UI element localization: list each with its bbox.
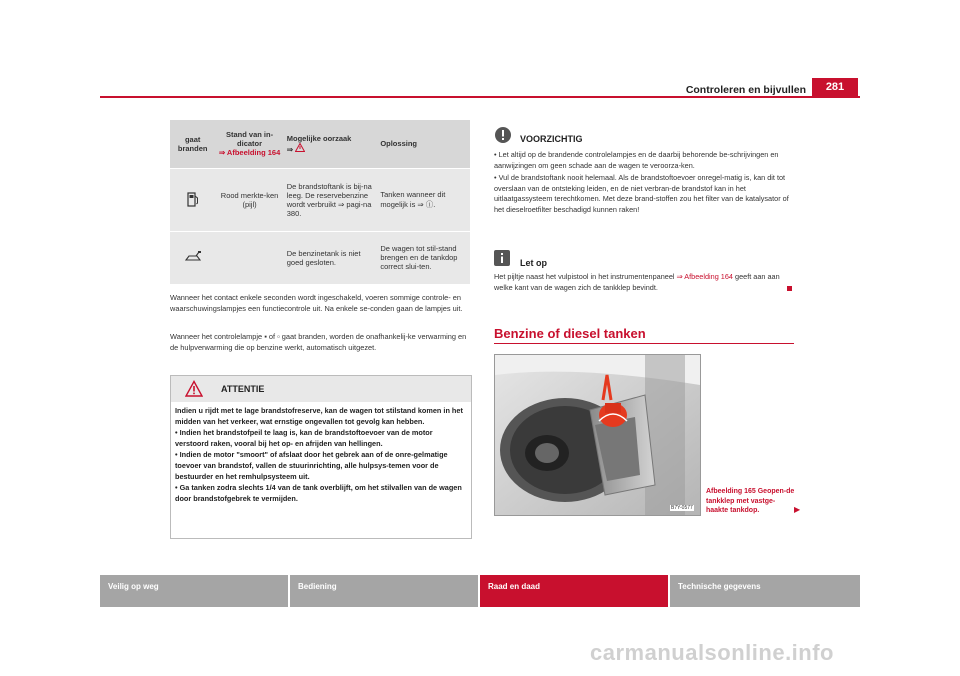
table-cell-icon (170, 231, 215, 284)
table-cell-solution: De wagen tot stil-stand brengen en de tankdop correct slui-ten. (377, 231, 470, 284)
fuel-pump-icon (187, 191, 199, 207)
section-title: Benzine of diesel tanken (494, 326, 646, 341)
fuel-cap-icon (184, 251, 202, 263)
note-body (494, 272, 794, 293)
page-header-title: Controleren en bijvullen (685, 84, 806, 96)
figure-code: B7Y-0577 (671, 505, 693, 511)
table-header-row (170, 120, 470, 168)
header-label: Stand van in-dicator (226, 130, 274, 149)
paragraph-function-check: Wanneer het contact enkele seconden wordt ingeschakeld, voeren sommige controle- en waarschuwingslampjes een functiecontrole uit. Na enkele se-conden gaan de lampjes uit. (170, 293, 463, 313)
footer-tab-veilig-op-weg[interactable]: Veilig op weg (100, 575, 288, 607)
attention-item: • Indien de motor "smoort" of afslaat door het gebrek aan of de onre-gelmatige toevoer van brandstof, vallen de stuurinrichting, alle hulpsys-temen voor de bestuurder en het remhulpsysteem uit. (175, 450, 448, 481)
caution-body (494, 150, 796, 218)
header-cell-solution (377, 120, 470, 168)
caution-item: • Vul de brandstoftank nooit helemaal. Als de brandstoftoevoer onregel-matig is, kan dit tot overslaan van de ontsteking leiden, en de niet verbran-de brandstof kan in het uitlaatgassysteem terechtkomen. Met deze brand-stoffen zou het filter van de katalysator of het dieselroetfilter beschadigd kunnen raken! (494, 173, 789, 214)
note-title: Let op (520, 258, 547, 268)
attention-body (175, 406, 467, 505)
table-cell-cause: De benzinetank is niet goed gesloten. (284, 231, 378, 284)
table-cell-solution: Tanken wanneer dit mogelijk is ⇒ ⓘ. (377, 168, 470, 231)
header-cell-gaat-branden (170, 120, 215, 168)
caution-icon (494, 126, 512, 144)
header-rule (100, 96, 860, 98)
table-cell-indicator: Rood merkte-ken (pijl) (215, 168, 283, 231)
table-cell-cause: De brandstoftank is bij-na leeg. De reservebenzine wordt verbruikt ⇒ pagi-na 380. (284, 168, 378, 231)
note-icon (494, 250, 510, 266)
attention-item: Indien u rijdt met te lage brandstofreserve, kan de wagen tot stilstand komen in het midden van het verkeer, wat ernstige ongevallen tot gevolg kan hebben. (175, 406, 463, 426)
note-text: Het pijltje naast het vulpistool in het instrumentenpaneel (494, 272, 675, 281)
footer-tab-technische-gegevens[interactable]: Technische gegevens (670, 575, 860, 607)
warning-triangle-icon (185, 380, 203, 398)
section-rule (494, 343, 794, 344)
paragraph-heater-shutoff: Wanneer het controlelampje ▪ of ▫ gaat branden, worden de onafhankelij-ke verwarming en de hulpverwarming die op benzine werkt, automatisch uitgezet. (170, 332, 467, 352)
footer-tab-bediening[interactable]: Bediening (290, 575, 478, 607)
continue-arrow-icon: ▶ (794, 505, 801, 514)
figure-reference-link[interactable]: ⇒ Afbeelding 164 (676, 272, 733, 281)
table-row (170, 168, 470, 231)
table-cell-icon (170, 168, 215, 231)
warning-triangle-icon (295, 143, 305, 152)
table-cell-indicator (215, 231, 283, 284)
note-text: geeft aan aan welke kant van de wagen zich de tankklep bevindt. (494, 272, 780, 292)
header-cell-cause (284, 120, 378, 168)
attention-item: • Ga tanken zodra slechts 1/4 van de tank overblijft, om het stilvallen van de wagen door brandstofgebrek te vermijden. (175, 483, 462, 503)
figure-reference-link[interactable]: ⇒ Afbeelding 164 (218, 148, 281, 158)
page-number: 281 (812, 78, 858, 96)
figure-caption: Afbeelding 165 Geopen-de tankklep met vastge-haakte tankdop. (706, 488, 795, 514)
caution-title: VOORZICHTIG (520, 134, 583, 144)
table-row (170, 231, 470, 284)
attention-box (170, 375, 472, 539)
attention-header (171, 376, 471, 402)
attention-item: • Indien het brandstofpeil te laag is, kan de brandstoftoevoer van de motor verstoord raken, vooral bij het op- en afrijden van hellingen. (175, 428, 433, 448)
header-label: Oplossing (380, 139, 417, 149)
footer-tab-raad-en-daad[interactable]: Raad en daad (480, 575, 668, 607)
warning-reference: ⇒ (286, 144, 294, 154)
header-label: gaat branden (177, 134, 208, 153)
caution-item: • Let altijd op de brandende controlelampjes en de daarbij behorende be-schrijvingen en aanwijzingen om geen schade aan de wagen te veroorza-ken. (494, 150, 779, 170)
attention-title: ATTENTIE (221, 384, 265, 394)
warning-lamp-table (170, 120, 470, 285)
fuel-flap-photo (494, 354, 701, 516)
header-label: Mogelijke oorzaak (286, 133, 352, 143)
watermark: carmanualsonline.info (590, 640, 834, 665)
header-cell-indicator (215, 120, 283, 168)
section-end-marker (787, 286, 792, 291)
